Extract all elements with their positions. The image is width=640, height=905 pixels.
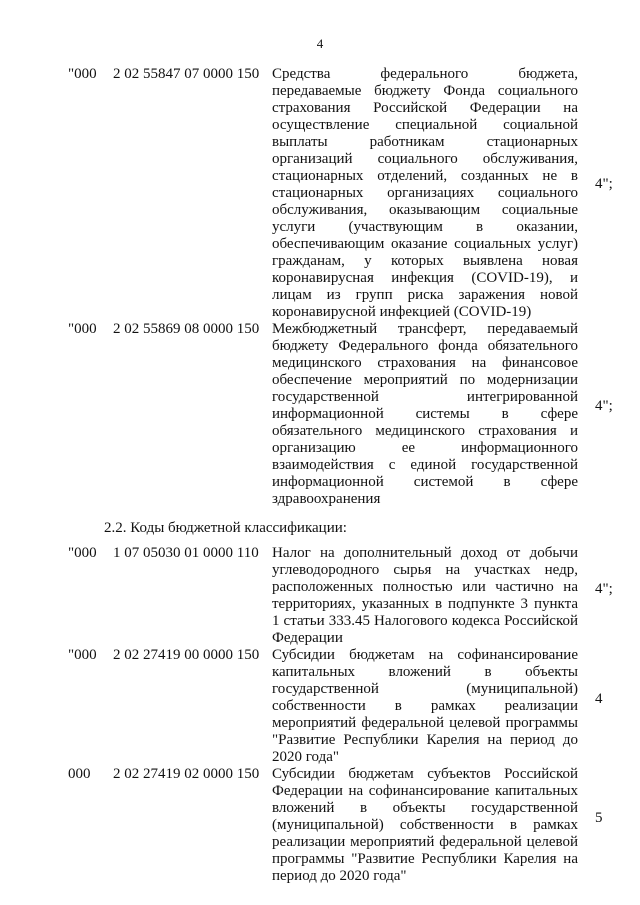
row-value: 4";: [595, 176, 613, 192]
code-description: Межбюджетный трансферт, передаваемый бюджету Федерального фонда обязательного медицинского страхования на финансовое обеспечение мероприятий по модернизации государственной интегрированной информационной системы в сфере обязательного медицинского страхования и организацию ее информационного взаимодействия с единой государственной информационной системой в сфере здравоохранения: [272, 321, 578, 507]
row-value: 4: [595, 691, 603, 707]
code-description: Налог на дополнительный доход от добычи углеводородного сырья на участках недр, расположенных полностью или частично на территориях, указанных в подпункте 3 пункта 1 статьи 333.45 Налогового кодекса Российской Федерации: [272, 545, 578, 646]
admin-code: "000: [68, 545, 97, 561]
table-row: [0, 647, 640, 766]
code-description: Субсидии бюджетам субъектов Российской Федерации на софинансирование капитальных вложений в объекты государственной (муниципальной) собственности в рамках реализации мероприятий федеральной целевой программы "Развитие Республики Карелия на период до 2020 года": [272, 766, 578, 884]
budget-classification-code: 2 02 55847 07 0000 150: [113, 66, 260, 82]
admin-code: "000: [68, 66, 97, 82]
budget-code-table: [0, 66, 640, 885]
table-row: [0, 545, 640, 647]
budget-classification-code: 2 02 27419 02 0000 150: [113, 766, 260, 782]
row-value: 5: [595, 810, 603, 826]
page-number: 4: [316, 36, 324, 51]
admin-code: 000: [68, 766, 91, 782]
budget-classification-code: 2 02 27419 00 0000 150: [113, 647, 260, 663]
budget-classification-code: 2 02 55869 08 0000 150: [113, 321, 260, 337]
table-row: [0, 766, 640, 885]
admin-code: "000: [68, 321, 97, 337]
section-heading: 2.2. Коды бюджетной классификации:: [104, 520, 347, 536]
budget-classification-code: 1 07 05030 01 0000 110: [113, 545, 259, 561]
admin-code: "000: [68, 647, 97, 663]
code-description: Субсидии бюджетам на софинансирование капитальных вложений в объекты государственной (муниципальной) собственности в рамках реализации мероприятий федеральной целевой программы "Развитие Республики Карелия на период до 2020 года": [272, 647, 578, 765]
row-value: 4";: [595, 398, 613, 414]
row-value: 4";: [595, 581, 613, 597]
table-row: [0, 66, 640, 321]
code-description: Средства федерального бюджета, передаваемые бюджету Фонда социального страхования Российской Федерации на осуществление специальной социальной выплаты работникам стационарных организаций социального обслуживания, стационарных отделений, созданных не в стационарных организациях социального обслуживания, оказывающим социальные услуги (участвующим в оказании, обеспечивающим оказание социальных услуг) гражданам, у которых выявлена новая коронавирусная инфекция (COVID-19), и лицам из групп риска заражения новой коронавирусной инфекцией (COVID-19): [272, 66, 578, 320]
table-row: [0, 321, 640, 508]
